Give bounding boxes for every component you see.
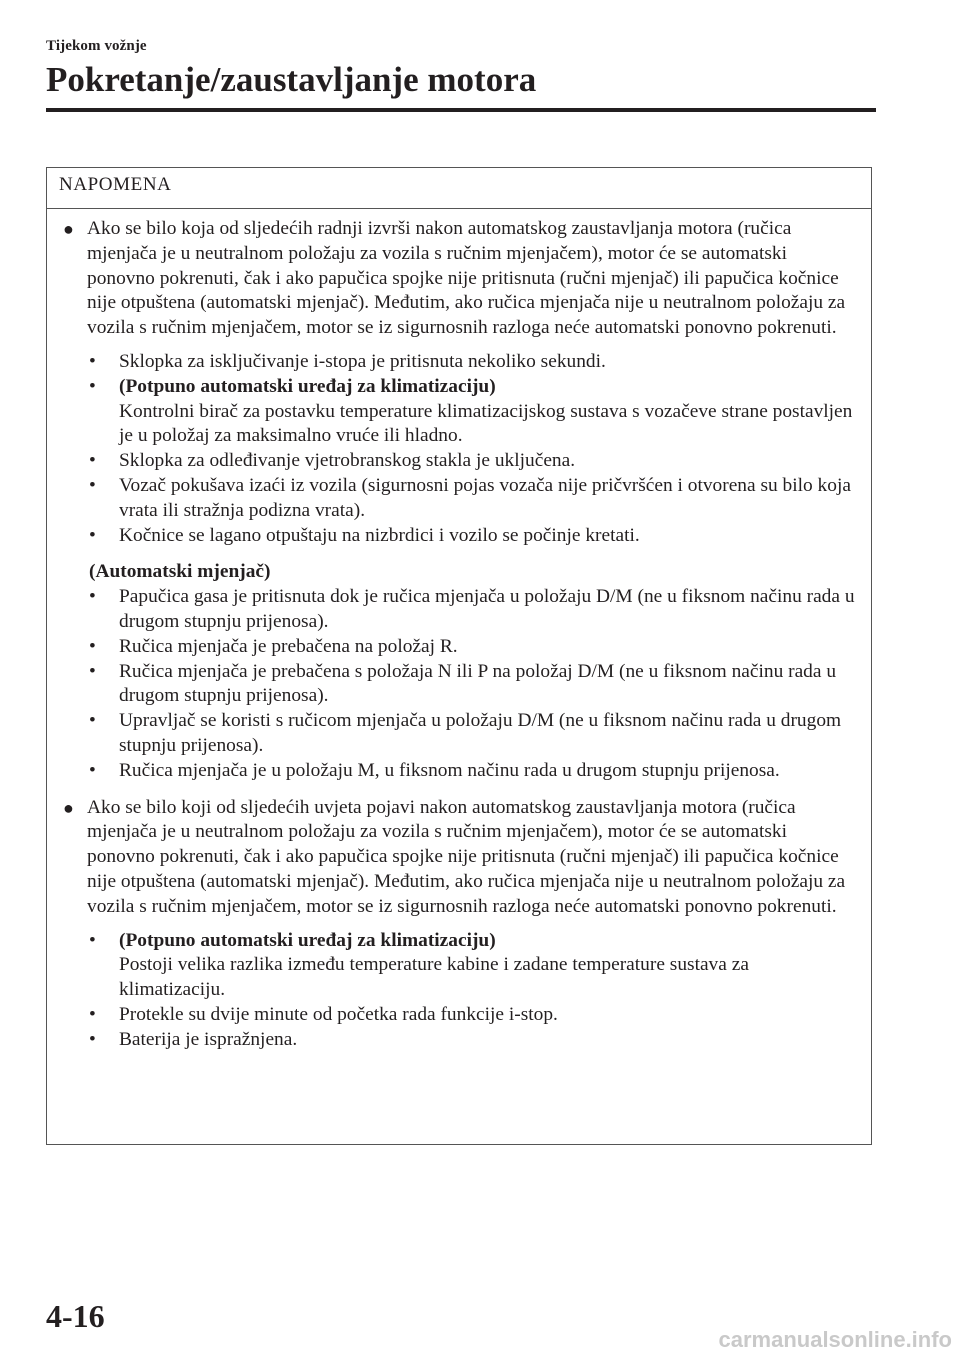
title-divider [46, 108, 876, 112]
sub-list-1 [57, 350, 857, 548]
note-heading: NAPOMENA [47, 168, 871, 209]
sub-bullet-icon: • [89, 660, 96, 682]
list-item-text: Sklopka za isključivanje i-stopa je pritisnuta nekoliko sekundi. [119, 350, 606, 372]
sub-bullet-icon: • [89, 635, 96, 657]
note-item-2-text: Ako se bilo koji od sljedećih uvjeta pojavi nakon automatskog zaustavljanja motora (ručica mjenjača je u neutralnom položaju za vozila s ručnim mjenjačem), motor će se automatski ponovno pokrenuti, čak i ako papučica spojke nije pritisnuta (ručni mjenjač) ili papučica kočnice nije otpuštena (automatski mjenjač). Međutim, ako ručica mjenjača nije u neutralnom položaju za vozila s ručnim mjenjačem, motor se iz sigurnosnih razloga neće automatski ponovno pokrenuti. [87, 796, 846, 917]
list-item [89, 759, 857, 784]
list-item [89, 929, 857, 1003]
list-item-text: Ručica mjenjača je prebačena s položaja N ili P na položaj D/M (ne u fiksnom načinu rada u drugom stupnju prijenosa). [119, 660, 837, 707]
list-item [89, 449, 857, 474]
sub-bullet-icon: • [89, 450, 96, 472]
sub-list-automatic [57, 585, 857, 783]
list-item [89, 350, 857, 375]
sub-bullet-icon: • [89, 1028, 96, 1050]
list-item-text: Ručica mjenjača je prebačena na položaj R. [119, 635, 458, 657]
sub-bullet-icon: • [89, 759, 96, 781]
sub-bullet-icon: • [89, 474, 96, 496]
list-item [89, 660, 857, 710]
note-item-1 [57, 217, 857, 341]
sub-bullet-icon: • [89, 586, 96, 608]
page-title: Pokretanje/zaustavljanje motora [46, 60, 537, 99]
list-item [89, 1028, 857, 1053]
note-box [46, 167, 872, 1145]
section-label: Tijekom vožnje [46, 38, 147, 54]
sub-bullet-icon: • [89, 710, 96, 732]
sub-bullet-icon: • [89, 524, 96, 546]
bullet-icon: ● [63, 797, 74, 818]
list-item-text: Protekle su dvije minute od početka rada funkcije i-stop. [119, 1003, 558, 1025]
list-item-text: Kočnice se lagano otpuštaju na nizbrdici i vozilo se počinje kretati. [119, 524, 640, 546]
list-item [89, 585, 857, 635]
list-item [89, 1003, 857, 1028]
sub-bullet-icon: • [89, 350, 96, 372]
sub-bullet-icon: • [89, 375, 96, 397]
list-item-text: Sklopka za odleđivanje vjetrobranskog stakla je uključena. [119, 450, 576, 472]
list-item-heading: (Potpuno automatski uređaj za klimatizaciju) [119, 929, 496, 951]
note-item-1-text: Ako se bilo koja od sljedećih radnji izvrši nakon automatskog zaustavljanja motora (ručica mjenjača je u neutralnom položaju za vozila s ručnim mjenjačem), motor će se automatski ponovno pokrenuti, čak i ako papučica spojke nije pritisnuta (ručni mjenjač) ili papučica kočnice nije otpuštena (automatski mjenjač). Međutim, ako ručica mjenjača nije u neutralnom položaju za vozila s ručnim mjenjačem, motor se iz sigurnosnih razloga neće automatski ponovno pokrenuti. [87, 218, 846, 339]
spacer [57, 784, 857, 796]
watermark: carmanualsonline.info [718, 1327, 952, 1352]
list-item [89, 524, 857, 549]
sub-bullet-icon: • [89, 1003, 96, 1025]
page-number: 4-16 [46, 1298, 105, 1334]
list-item [89, 635, 857, 660]
list-item [89, 474, 857, 524]
list-item-text: Baterija je ispražnjena. [119, 1028, 298, 1050]
bullet-icon: ● [63, 219, 74, 239]
note-body [47, 209, 871, 1053]
list-item-text: Upravljač se koristi s ručicom mjenjača u položaju D/M (ne u fiksnom načinu rada u drugom stupnju prijenosa). [119, 710, 842, 756]
list-item-text: Postoji velika razlika između temperature kabine i zadane temperature sustava za klimatizaciju. [119, 954, 749, 1001]
group-heading: (Automatski mjenjač) [89, 561, 271, 583]
note-item-2 [57, 796, 857, 920]
sub-list-2 [57, 929, 857, 1053]
list-item [89, 709, 857, 759]
list-item-text: Papučica gasa je pritisnuta dok je ručica mjenjača u položaju D/M (ne u fiksnom načinu rada u drugom stupnju prijenosa). [119, 586, 855, 632]
list-item-heading: (Potpuno automatski uređaj za klimatizaciju) [119, 375, 496, 397]
sub-bullet-icon: • [89, 929, 96, 951]
list-item [89, 375, 857, 449]
list-item-text: Ručica mjenjača je u položaju M, u fiksnom načinu rada u drugom stupnju prijenosa. [119, 759, 780, 781]
list-item-text: Vozač pokušava izaći iz vozila (sigurnosni pojas vozača nije pričvršćen i otvorena su bilo koja vrata ili stražnja podizna vrata). [119, 474, 851, 521]
list-item-text: Kontrolni birač za postavku temperature klimatizacijskog sustava s vozačeve strane postavljen je u položaj za maksimalno vruće ili hladno. [119, 400, 853, 447]
